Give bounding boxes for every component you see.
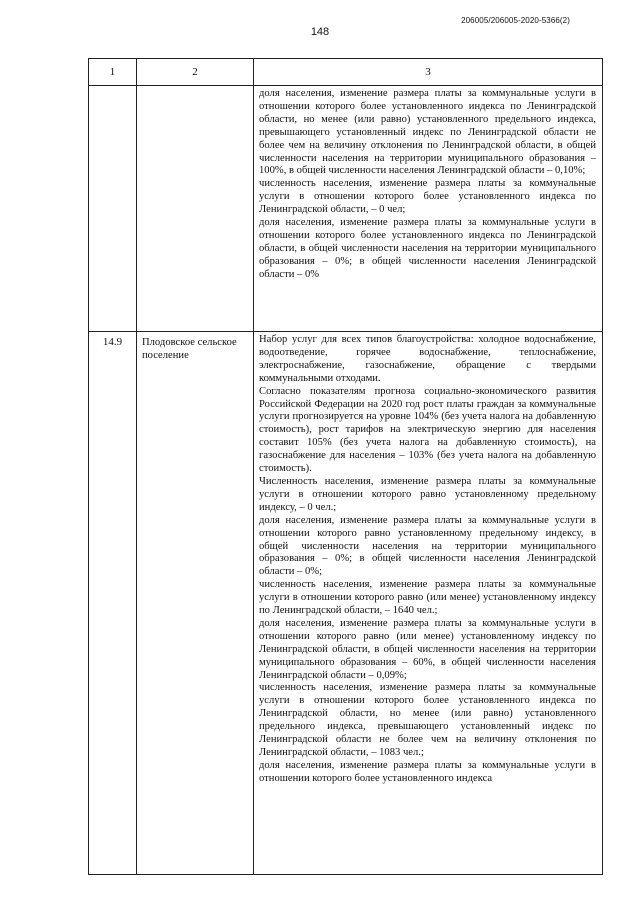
paragraph: численность населения, изменение размера платы за коммунальные услуги в отношении которого равно (или менее) установленному индексу по Ленинградской области, – 1640 чел.; bbox=[259, 579, 596, 617]
row-number bbox=[89, 86, 137, 332]
paragraph: доля населения, изменение размера платы за коммунальные услуги в отношении которого более установленного индекса по Ленинградской области, но менее (или равно) установленного предельного индекса, превышающего установленный индекс по Ленинградской области не более чем на величину отклонения по Ленинградской области, в общей численности населения на территории муниципального образования – 100%, в общей численности населения Ленинградской области – 0,10%; bbox=[259, 88, 596, 177]
paragraph: Согласно показателям прогноза социально-экономического развития Российской Федерации на 2020 год рост платы граждан за коммунальные услуги прогнозируется на уровне 104% (без учета налога на добавленную стоимость), рост тарифов на электрическую энергию для населения составит 105% (без учета налога на добавленную стоимость), на газоснабжение для населения – 103% (без учета налога на добавленную стоимость). bbox=[259, 385, 596, 475]
paragraph: численность населения, изменение размера платы за коммунальные услуги в отношении которого более установленного индекса по Ленинградской области, – 0 чел; bbox=[259, 178, 596, 216]
table-header-row bbox=[89, 59, 603, 86]
paragraph: доля населения, изменение размера платы за коммунальные услуги в отношении которого более установленного индекса по Ленинградской области, в общей численности населения на территории муниципального образования – 0%; в общей численности населения Ленинградской области – 0% bbox=[259, 217, 596, 280]
settlement-name: Плодовское сельское поселение bbox=[137, 332, 254, 875]
column-header-3: 3 bbox=[254, 59, 603, 86]
document-code: 206005/206005-2020-5366(2) bbox=[461, 16, 570, 25]
row-number: 14.9 bbox=[89, 332, 137, 875]
tariff-table bbox=[88, 58, 603, 875]
paragraph: численность населения, изменение размера платы за коммунальные услуги в отношении которого более установленного индекса по Ленинградской области, но менее (или равно) установленного предельного индекса, превышающего установленный индекс по Ленинградской области не более чем на величину отклонения по Ленинградской области, – 1083 чел.; bbox=[259, 682, 596, 758]
column-header-1: 1 bbox=[89, 59, 137, 86]
description-cell bbox=[254, 332, 603, 875]
column-header-2: 2 bbox=[137, 59, 254, 86]
table-row bbox=[89, 332, 603, 875]
settlement-name bbox=[137, 86, 254, 332]
paragraph: доля населения, изменение размера платы за коммунальные услуги в отношении которого равно (или менее) установленному индексу по Ленинградской области, в общей численности населения на территории муниципального образования – 60%, в общей численности населения Ленинградской области – 0,09%; bbox=[259, 617, 596, 681]
description-cell bbox=[254, 86, 603, 332]
paragraph: Численность населения, изменение размера платы за коммунальные услуги в отношении которого равно установленному предельному индексу, – 0 чел.; bbox=[259, 475, 596, 513]
paragraph: доля населения, изменение размера платы за коммунальные услуги в отношении которого равно установленному предельному индексу, в общей численности населения на территории муниципального образования – 0%; в общей численности населения Ленинградской области – 0%; bbox=[259, 514, 596, 578]
paragraph: Набор услуг для всех типов благоустройства: холодное водоснабжение, водоотведение, горячее водоснабжение, теплоснабжение, электроснабжение, газоснабжение, обращение с твердыми коммунальными отходами. bbox=[259, 334, 596, 384]
table-row bbox=[89, 86, 603, 332]
paragraph: доля населения, изменение размера платы за коммунальные услуги в отношении которого более установленного индекса bbox=[259, 759, 596, 784]
page-number: 148 bbox=[310, 26, 330, 38]
